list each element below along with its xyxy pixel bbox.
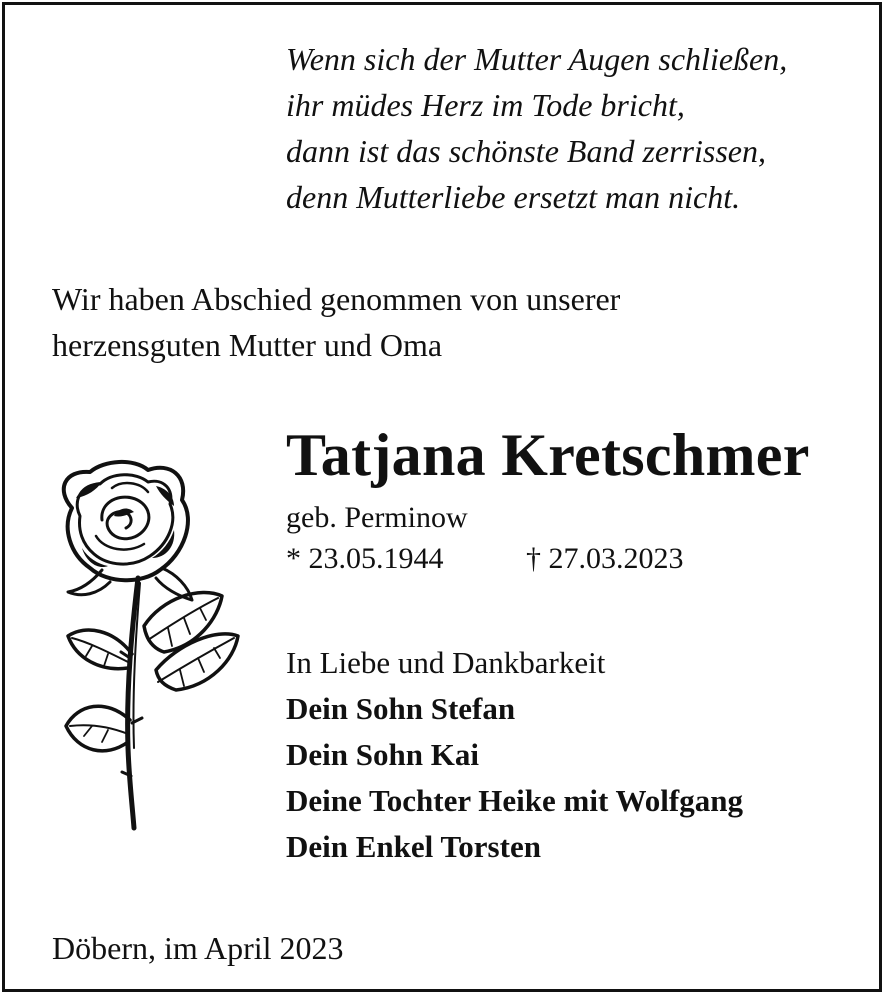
family-member: Dein Enkel Torsten — [286, 829, 541, 864]
maiden-name: geb. Perminow — [286, 501, 468, 534]
deceased-name: Tatjana Kretschmer — [286, 422, 810, 488]
poem-line: Wenn sich der Mutter Augen schließen, — [286, 41, 788, 77]
poem-line: denn Mutterliebe ersetzt man nicht. — [286, 179, 741, 215]
family-member: Dein Sohn Stefan — [286, 691, 516, 726]
poem-line: ihr müdes Herz im Tode bricht, — [286, 87, 685, 123]
rose-icon — [52, 458, 252, 838]
closing-line: In Liebe und Dankbarkeit — [286, 645, 606, 680]
death-date: † 27.03.2023 — [526, 542, 684, 575]
intro-line: herzensguten Mutter und Oma — [52, 327, 443, 363]
family-signatures — [286, 640, 743, 870]
intro-text — [52, 276, 852, 368]
poem — [286, 36, 866, 220]
birth-date: * 23.05.1944 — [286, 542, 444, 575]
family-member: Deine Tochter Heike mit Wolfgang — [286, 783, 743, 818]
family-member: Dein Sohn Kai — [286, 737, 479, 772]
poem-line: dann ist das schönste Band zerrissen, — [286, 133, 766, 169]
place-and-date: Döbern, im April 2023 — [52, 930, 344, 966]
intro-line: Wir haben Abschied genommen von unserer — [52, 281, 621, 317]
